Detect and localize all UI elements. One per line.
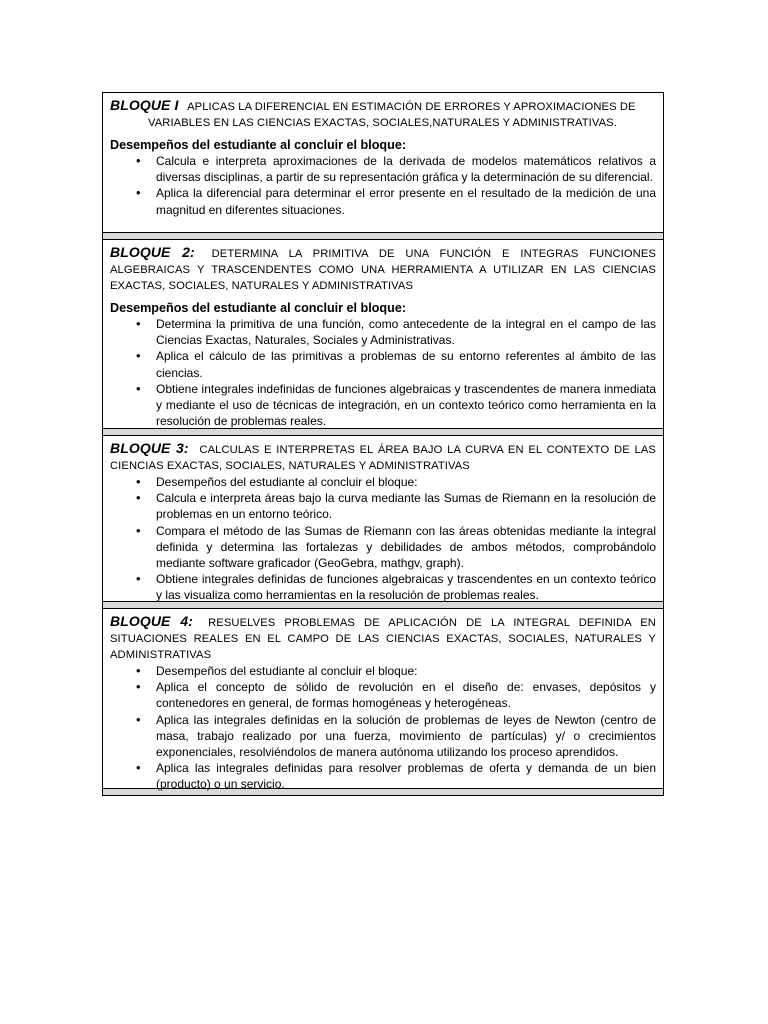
block-separator	[103, 232, 663, 240]
list-item: • Obtiene integrales indefinidas de funciones algebraicas y trascendentes de manera inmediata y mediante el uso de técnicas de integración, en un contexto teórico como herramienta en la resolución de problemas reales.	[110, 381, 656, 430]
list-item: • Determina la primitiva de una función, como antecedente de la integral en el campo de las Ciencias Exactas, Naturales, Sociales y Administrativas.	[110, 316, 656, 348]
block-3	[103, 436, 663, 601]
block-4-heading	[110, 613, 656, 663]
block-1-title: BLOQUE I	[110, 97, 179, 113]
block-2-heading	[110, 244, 656, 294]
block-4-title: BLOQUE 4:	[110, 613, 194, 629]
list-item: • Desempeños del estudiante al concluir el bloque:	[110, 474, 656, 490]
block-1-list	[110, 153, 656, 218]
list-item: • Aplica las integrales definidas en la solución de problemas de leyes de Newton (centro de masa, trabajo realizado por una fuerza, movimiento de partículas) y/ o crecimientos exponenciales, resolviéndolos de manera autónoma utilizando los proceso aprendidos.	[110, 712, 656, 761]
block-2-list	[110, 316, 656, 429]
block-2	[103, 240, 663, 428]
list-item: • Aplica el cálculo de las primitivas a problemas de su entorno referentes al ámbito de las ciencias.	[110, 348, 656, 380]
block-2-heading-text: DETERMINA LA PRIMITIVA DE UNA FUNCIÓN E INTEGRAS FUNCIONES ALGEBRAICAS Y TRASCENDENTES COMO UNA HERRAMIENTA A UTILIZAR EN LAS CIENCIAS EXACTAS, SOCIALES, NATURALES Y ADMINISTRATIVAS	[110, 248, 656, 292]
block-1	[103, 93, 663, 232]
block-3-title: BLOQUE 3:	[110, 440, 189, 456]
list-item: • Calcula e interpreta áreas bajo la curva mediante las Sumas de Riemann en la resolución de problemas en un entorno teórico.	[110, 490, 656, 522]
block-1-subheading: Desempeños del estudiante al concluir el bloque:	[110, 138, 407, 152]
list-item: • Aplica las integrales definidas para resolver problemas de oferta y demanda de un bien (producto) o un servicio.	[110, 760, 656, 792]
course-blocks-table	[102, 92, 664, 796]
list-item: • Aplica la diferencial para determinar el error presente en el resultado de la medición de una magnitud en diferentes situaciones.	[110, 185, 656, 217]
block-1-heading	[110, 97, 656, 131]
block-2-subheading: Desempeños del estudiante al concluir el bloque:	[110, 301, 407, 315]
block-1-heading-line1: APLICAS LA DIFERENCIAL EN ESTIMACIÓN DE ERRORES Y APROXIMACIONES DE	[187, 101, 636, 113]
list-item: • Desempeños del estudiante al concluir el bloque:	[110, 663, 656, 679]
block-3-heading-text: CALCULAS E INTERPRETAS EL ÁREA BAJO LA CURVA EN EL CONTEXTO DE LAS CIENCIAS EXACTAS, SOCIALES, NATURALES Y ADMINISTRATIVAS	[110, 444, 656, 472]
block-3-heading	[110, 440, 656, 474]
list-item: • Calcula e interpreta aproximaciones de la derivada de modelos matemáticos relativos a diversas disciplinas, a partir de su representación gráfica y la determinación de su diferencial.	[110, 153, 656, 185]
block-4-heading-text: RESUELVES PROBLEMAS DE APLICACIÓN DE LA INTEGRAL DEFINIDA EN SITUACIONES REALES EN EL CAMPO DE LAS CIENCIAS EXACTAS, SOCIALES, NATURALES Y ADMINISTRATIVAS	[110, 617, 656, 661]
list-item: • Obtiene integrales definidas de funciones algebraicas y trascendentes en un contexto teórico y las visualiza como herramientas en la resolución de problemas reales.	[110, 571, 656, 603]
list-item: • Aplica el concepto de sólido de revolución en el diseño de: envases, depósitos y contenedores en general, de formas homogéneas y heterogéneas.	[110, 679, 656, 711]
block-3-list	[110, 474, 656, 604]
block-1-heading-line2: VARIABLES EN LAS CIENCIAS EXACTAS, SOCIALES,NATURALES Y ADMINISTRATIVAS.	[148, 117, 617, 129]
block-4-list	[110, 663, 656, 793]
block-4	[103, 609, 663, 792]
block-2-title: BLOQUE 2:	[110, 244, 195, 260]
list-item: • Compara el método de las Sumas de Riemann con las áreas obtenidas mediante la integral definida y determina las fortalezas y debilidades de ambos métodos, comprobándolo mediante software graficador (GeoGebra, mathgv, graph).	[110, 523, 656, 572]
